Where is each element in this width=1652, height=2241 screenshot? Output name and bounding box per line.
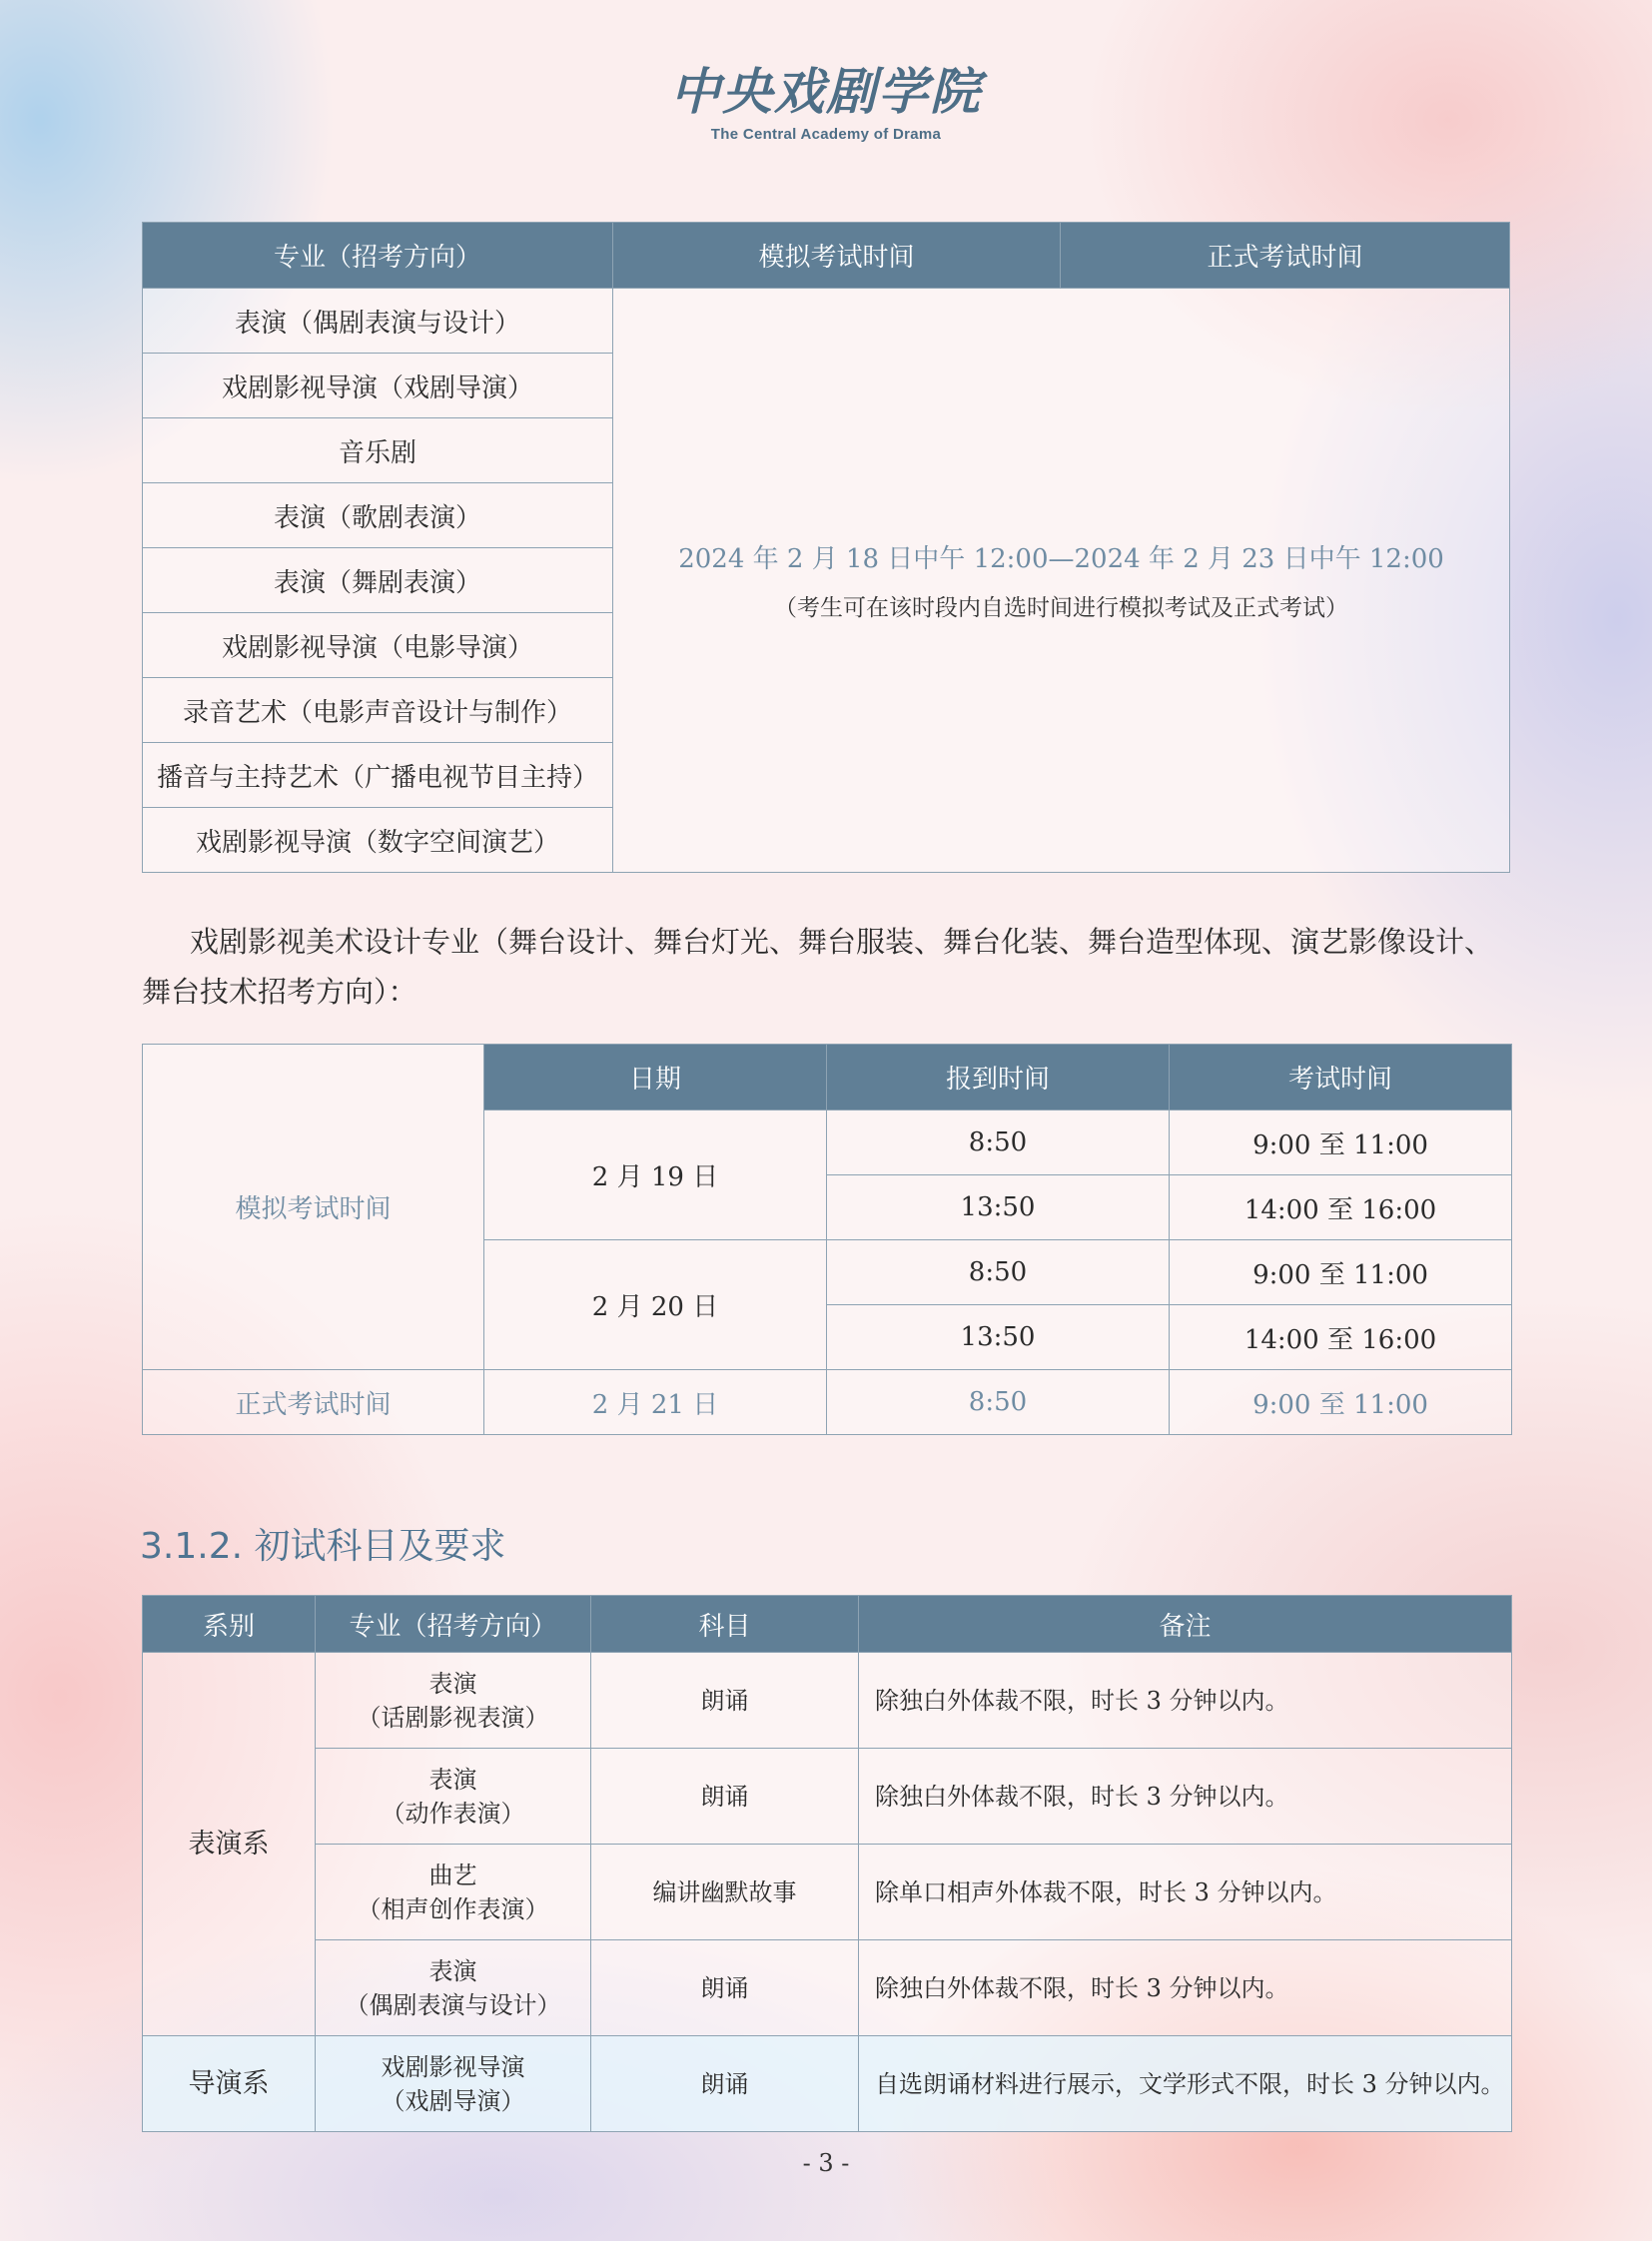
major-cell: 音乐剧	[143, 418, 613, 483]
exam-time: 9:00 至 11:00	[1170, 1111, 1512, 1175]
note-cell: 除独白外体裁不限，时长 3 分钟以内。	[859, 1653, 1512, 1749]
exam-time-table-1	[142, 222, 1510, 873]
major-cell: 戏剧影视导演（戏剧导演）	[143, 354, 613, 418]
exam-time: 14:00 至 16:00	[1170, 1175, 1512, 1240]
major-cell: 戏剧影视导演（数字空间演艺）	[143, 808, 613, 873]
logo-chinese-name: 中央戏剧学院	[670, 62, 982, 121]
checkin-time: 13:50	[827, 1305, 1170, 1370]
header-department: 系别	[143, 1596, 316, 1653]
table-row	[143, 1749, 1512, 1845]
note-cell: 除独白外体裁不限，时长 3 分钟以内。	[859, 1749, 1512, 1845]
subject-cell: 朗诵	[591, 1749, 859, 1845]
page-number: - 3 -	[802, 2149, 850, 2177]
header-mock-time: 模拟考试时间	[613, 223, 1061, 289]
table-header-row	[143, 1045, 1512, 1111]
department-acting: 表演系	[143, 1653, 316, 2036]
exam-time: 14:00 至 16:00	[1170, 1305, 1512, 1370]
major-cell: 播音与主持艺术（广播电视节目主持）	[143, 743, 613, 808]
major-cell: 表演（偶剧表演与设计）	[143, 289, 613, 354]
checkin-time: 8:50	[827, 1111, 1170, 1175]
major-cell: 录音艺术（电影声音设计与制作）	[143, 678, 613, 743]
header-formal-time: 正式考试时间	[1061, 223, 1510, 289]
note-cell: 自选朗诵材料进行展示，文学形式不限，时长 3 分钟以内。	[859, 2036, 1512, 2132]
header-major: 专业（招考方向）	[143, 223, 613, 289]
table-header-row	[143, 1596, 1512, 1653]
department-directing: 导演系	[143, 2036, 316, 2132]
major-cell: 曲艺 （相声创作表演）	[316, 1845, 591, 1940]
subjects-table	[142, 1595, 1512, 2132]
table-row	[143, 1940, 1512, 2036]
header-checkin: 报到时间	[827, 1045, 1170, 1111]
checkin-time: 8:50	[827, 1240, 1170, 1305]
section-title: 3.1.2. 初试科目及要求	[140, 1526, 506, 1567]
major-cell: 表演 （动作表演）	[316, 1749, 591, 1845]
header-note: 备注	[859, 1596, 1512, 1653]
header-date: 日期	[484, 1045, 827, 1111]
header-exam-time: 考试时间	[1170, 1045, 1512, 1111]
logo-english-name: The Central Academy of Drama	[710, 126, 942, 143]
checkin-time: 13:50	[827, 1175, 1170, 1240]
note-cell: 除独白外体裁不限，时长 3 分钟以内。	[859, 1940, 1512, 2036]
art-design-paragraph: 戏剧影视美术设计专业（舞台设计、舞台灯光、舞台服装、舞台化装、舞台造型体现、演艺影像设计、舞台技术招考方向）：	[142, 925, 1494, 1009]
formal-exam-label: 正式考试时间	[143, 1370, 484, 1435]
mock-date: 2 月 20 日	[484, 1240, 827, 1370]
subject-cell: 编讲幽默故事	[591, 1845, 859, 1940]
time-note: （考生可在该时段内自选时间进行模拟考试及正式考试）	[774, 595, 1348, 621]
table-row	[143, 2036, 1512, 2132]
formal-date: 2 月 21 日	[484, 1370, 827, 1435]
major-cell: 表演（舞剧表演）	[143, 548, 613, 613]
header-major: 专业（招考方向）	[316, 1596, 591, 1653]
exam-time: 9:00 至 11:00	[1170, 1240, 1512, 1305]
mock-date: 2 月 19 日	[484, 1111, 827, 1240]
mock-exam-label: 模拟考试时间	[143, 1045, 484, 1370]
time-range: 2024 年 2 月 18 日中午 12:00—2024 年 2 月 23 日中午 12:00	[678, 544, 1444, 574]
art-design-exam-table	[142, 1044, 1512, 1435]
major-cell: 表演 （话剧影视表演）	[316, 1653, 591, 1749]
header-subject: 科目	[591, 1596, 859, 1653]
note-cell: 除单口相声外体裁不限，时长 3 分钟以内。	[859, 1845, 1512, 1940]
table-row	[143, 1845, 1512, 1940]
formal-checkin: 8:50	[827, 1370, 1170, 1435]
academy-logo	[0, 52, 1652, 143]
major-cell: 戏剧影视导演 （戏剧导演）	[316, 2036, 591, 2132]
subject-cell: 朗诵	[591, 2036, 859, 2132]
exam-time-range-cell	[613, 289, 1510, 873]
subject-cell: 朗诵	[591, 1940, 859, 2036]
major-cell: 戏剧影视导演（电影导演）	[143, 613, 613, 678]
table-row	[143, 1653, 1512, 1749]
formal-exam-time: 9:00 至 11:00	[1170, 1370, 1512, 1435]
table-row	[143, 289, 1510, 354]
major-cell: 表演 （偶剧表演与设计）	[316, 1940, 591, 2036]
subject-cell: 朗诵	[591, 1653, 859, 1749]
table-row	[143, 1370, 1512, 1435]
major-cell: 表演（歌剧表演）	[143, 483, 613, 548]
table-header-row	[143, 223, 1510, 289]
